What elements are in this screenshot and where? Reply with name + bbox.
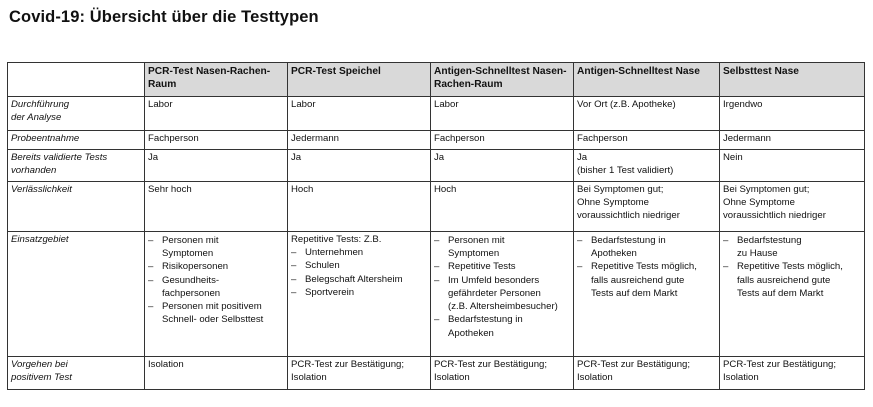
row-vorgehen: [8, 357, 865, 390]
list-item: – Repetitive Tests möglich, falls ausreichend gute Tests auf dem Markt: [723, 260, 861, 300]
row-label: Vorgehen bei positivem Test: [8, 357, 145, 390]
bullet-list: [148, 234, 284, 327]
list-item: – Bedarfstestung in Apotheken: [434, 313, 570, 339]
table-cell: Ja (bisher 1 Test validiert): [574, 150, 720, 182]
row-label: Einsatzgebiet: [8, 232, 145, 357]
header-row: [8, 63, 865, 97]
list-item: – Im Umfeld besonders gefährdeter Personen (z.B. Altersheimbesucher): [434, 274, 570, 314]
table-cell: Bei Symptomen gut; Ohne Symptome voraussichtlich niedriger: [574, 182, 720, 232]
table-cell: Repetitive Tests: Z.B. – Unternehmen – Schulen – Belegschaft Altersheim – Sportverein: [288, 232, 431, 357]
bullet-list: [723, 234, 861, 300]
header-selbsttest-nase: Selbsttest Nase: [720, 63, 865, 97]
table-cell: [431, 232, 574, 357]
row-validiert: [8, 150, 865, 182]
header-pcr-nasen-rachen: PCR-Test Nasen-Rachen-Raum: [145, 63, 288, 97]
table-cell: Sehr hoch: [145, 182, 288, 232]
table-cell: Labor: [288, 97, 431, 131]
row-label: Bereits validierte Tests vorhanden: [8, 150, 145, 182]
table-cell: Labor: [145, 97, 288, 131]
list-item: – Personen mit Symptomen: [434, 234, 570, 260]
table-cell: PCR-Test zur Bestätigung; Isolation: [720, 357, 865, 390]
table-cell: Hoch: [288, 182, 431, 232]
table-cell: Isolation: [145, 357, 288, 390]
table-cell: Fachperson: [145, 131, 288, 150]
list-item: – Repetitive Tests: [434, 260, 570, 273]
table-cell: PCR-Test zur Bestätigung; Isolation: [574, 357, 720, 390]
list-item: – Belegschaft Altersheim: [291, 273, 427, 286]
row-label: Durchführung der Analyse: [8, 97, 145, 131]
bullet-list: [577, 234, 716, 300]
table-cell: Fachperson: [431, 131, 574, 150]
row-durchfuehrung: [8, 97, 865, 131]
row-label: Verlässlichkeit: [8, 182, 145, 232]
test-types-table: [7, 62, 865, 390]
table-cell: Jedermann: [288, 131, 431, 150]
header-corner: [8, 63, 145, 97]
header-antigen-nasen-rachen: Antigen-Schnelltest Nasen-Rachen-Raum: [431, 63, 574, 97]
table-cell: Ja: [288, 150, 431, 182]
table-cell: [145, 232, 288, 357]
list-item: – Unternehmen: [291, 246, 427, 259]
table-cell: [720, 232, 865, 357]
table-cell: PCR-Test zur Bestätigung; Isolation: [288, 357, 431, 390]
table-cell: Hoch: [431, 182, 574, 232]
table-cell: Vor Ort (z.B. Apotheke): [574, 97, 720, 131]
list-item: – Repetitive Tests möglich, falls ausreichend gute Tests auf dem Markt: [577, 260, 716, 300]
table-cell: Fachperson: [574, 131, 720, 150]
list-item: – Personen mit positivem Schnell- oder Selbsttest: [148, 300, 284, 326]
table-cell: Ja: [145, 150, 288, 182]
bullet-list: [434, 234, 570, 340]
table-cell: [574, 232, 720, 357]
table-cell: Ja: [431, 150, 574, 182]
row-label: Probeentnahme: [8, 131, 145, 150]
list-item: – Bedarfstestung in Apotheken: [577, 234, 716, 260]
row-einsatzgebiet: [8, 232, 865, 357]
page-title: Covid-19: Übersicht über die Testtypen: [9, 8, 319, 26]
table-cell: Nein: [720, 150, 865, 182]
list-item: – Gesundheits- fachpersonen: [148, 274, 284, 300]
list-item: – Schulen: [291, 259, 427, 272]
list-item: – Bedarfstestung zu Hause: [723, 234, 861, 260]
bullet-list: [291, 246, 427, 299]
table-cell: Jedermann: [720, 131, 865, 150]
row-probeentnahme: [8, 131, 865, 150]
header-pcr-speichel: PCR-Test Speichel: [288, 63, 431, 97]
table-cell: PCR-Test zur Bestätigung; Isolation: [431, 357, 574, 390]
list-item: – Sportverein: [291, 286, 427, 299]
header-antigen-nase: Antigen-Schnelltest Nase: [574, 63, 720, 97]
list-item: – Personen mit Symptomen: [148, 234, 284, 260]
table-cell: Bei Symptomen gut; Ohne Symptome voraussichtlich niedriger: [720, 182, 865, 232]
table-cell: Irgendwo: [720, 97, 865, 131]
table-cell: Labor: [431, 97, 574, 131]
list-item: – Risikopersonen: [148, 260, 284, 273]
row-verlaesslichkeit: [8, 182, 865, 232]
